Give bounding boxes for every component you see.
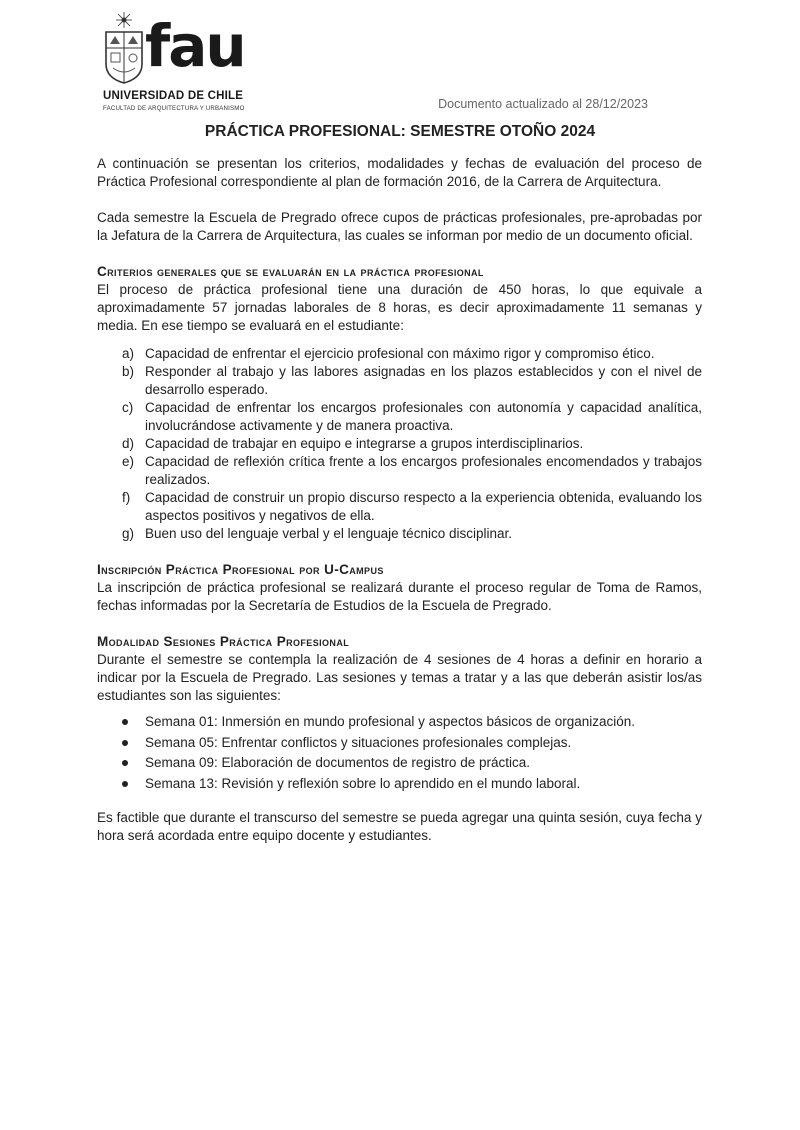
list-item: Semana 13: Revisión y reflexión sobre lo aprendido en el mundo laboral. <box>97 775 702 794</box>
university-shield-icon <box>103 12 145 84</box>
section-heading-inscripcion: Inscripción Práctica Profesional por U-Campus <box>97 562 384 577</box>
logo-wordmark: fau <box>145 12 245 80</box>
updated-date: Documento actualizado al 28/12/2023 <box>438 97 648 111</box>
university-name: UNIVERSIDAD DE CHILE <box>103 90 244 102</box>
list-item: b) Responder al trabajo y las labores asignadas en los plazos establecidos y con el nivel de desarrollo esperado. <box>122 364 702 397</box>
bullet-icon <box>122 719 128 725</box>
intro-paragraph-2: Cada semestre la Escuela de Pregrado ofrece cupos de prácticas profesionales, pre-aprobadas por la Jefatura de la Carrera de Arquitectura, las cuales se informan por medio de un documento oficial. <box>97 210 702 243</box>
fau-logo <box>103 12 263 112</box>
criterios-text: El proceso de práctica profesional tiene una duración de 450 horas, lo que equivale a aproximadamente 57 jornadas laborales de 8 horas, es decir aproximadamente 11 semanas y media. En ese tiempo se evaluará en el estudiante: <box>97 282 702 333</box>
list-item: c) Capacidad de enfrentar los encargos profesionales con autonomía y capacidad analítica, involucrándose activamente y de manera proactiva. <box>122 400 702 433</box>
list-item: Semana 09: Elaboración de documentos de registro de práctica. <box>97 754 702 773</box>
section-heading-modalidad: Modalidad Sesiones Práctica Profesional <box>97 634 350 649</box>
faculty-name: FACULTAD DE ARQUITECTURA Y URBANISMO <box>103 105 245 112</box>
inscripcion-text: La inscripción de práctica profesional se realizará durante el proceso regular de Toma de Ramos, fechas informadas por la Secretaría de Estudios de la Escuela de Pregrado. <box>97 580 702 613</box>
closing-paragraph: Es factible que durante el transcurso del semestre se pueda agregar una quinta sesión, cuya fecha y hora será acordada entre equipo docente y estudiantes. <box>97 810 702 843</box>
list-item: d) Capacidad de trabajar en equipo e integrarse a grupos interdisciplinarios. <box>122 436 584 451</box>
bullet-icon <box>122 781 128 787</box>
page-title: PRÁCTICA PROFESIONAL: SEMESTRE OTOÑO 2024 <box>204 123 596 140</box>
list-item: f) Capacidad de construir un propio discurso respecto a la experiencia obtenida, evaluando los aspectos positivos y negativos de ella. <box>122 490 702 523</box>
modalidad-text: Durante el semestre se contempla la realización de 4 sesiones de 4 horas a definir en horario a indicar por la Escuela de Pregrado. Las sesiones y temas a tratar y a las que deberán asistir los/as estudiantes son las siguientes: <box>97 652 702 703</box>
section-heading-criterios: Criterios generales que se evaluarán en la práctica profesional <box>97 264 484 279</box>
document-body <box>97 155 702 845</box>
list-item: Semana 05: Enfrentar conflictos y situaciones profesionales complejas. <box>97 734 702 753</box>
list-item: a) Capacidad de enfrentar el ejercicio profesional con máximo rigor y compromiso ético. <box>122 346 655 361</box>
list-item: g) Buen uso del lenguaje verbal y el lenguaje técnico disciplinar. <box>122 526 512 541</box>
bullet-icon <box>122 760 128 766</box>
list-item: Semana 01: Inmersión en mundo profesional y aspectos básicos de organización. <box>97 713 702 732</box>
sesiones-list <box>97 713 702 793</box>
criterios-list <box>97 345 702 543</box>
list-item: e) Capacidad de reflexión crítica frente a los encargos profesionales encomendados y trabajos realizados. <box>122 454 702 487</box>
intro-paragraph-1: A continuación se presentan los criterios, modalidades y fechas de evaluación del proceso de Práctica Profesional correspondiente al plan de formación 2016, de la Carrera de Arquitectura. <box>97 156 702 189</box>
bullet-icon <box>122 740 128 746</box>
